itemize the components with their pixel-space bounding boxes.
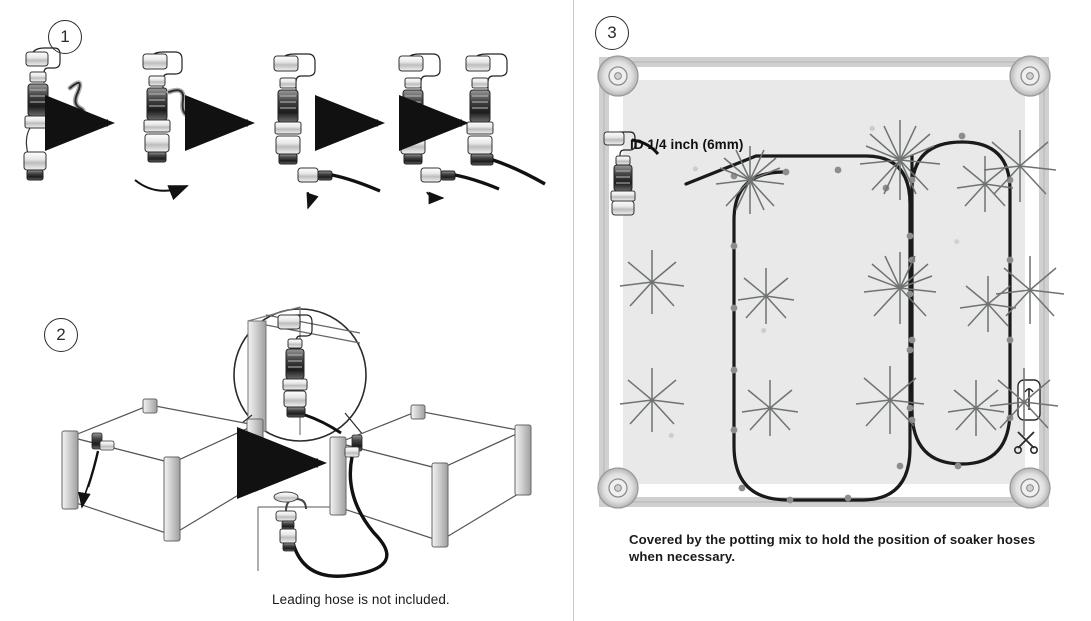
step-1-illustration xyxy=(0,40,573,330)
step-3-number: 3 xyxy=(595,16,629,50)
connector-assembly-c xyxy=(274,54,380,208)
raised-bed-right xyxy=(292,405,531,576)
connector-assembly-b xyxy=(135,52,189,191)
step-2-illustration xyxy=(0,285,573,605)
hose-id-label: ID 1/4 inch (6mm) xyxy=(630,137,744,152)
raised-bed-left xyxy=(62,399,263,541)
leading-hose-note: Leading hose is not included. xyxy=(272,592,450,607)
step-1-number: 1 xyxy=(48,20,82,54)
connector-assembly-a xyxy=(24,48,84,180)
panel-divider xyxy=(573,0,574,621)
connector-assembly-d xyxy=(399,54,499,198)
faucet-icon xyxy=(258,492,330,571)
connector-assembly-e xyxy=(466,54,545,184)
step-2-number: 2 xyxy=(44,318,78,352)
magnifier-callout-icon xyxy=(205,307,368,453)
covered-note: Covered by the potting mix to hold the position of soaker hoses when necessary. xyxy=(629,532,1036,564)
rotate-arrow-icon xyxy=(135,180,187,191)
